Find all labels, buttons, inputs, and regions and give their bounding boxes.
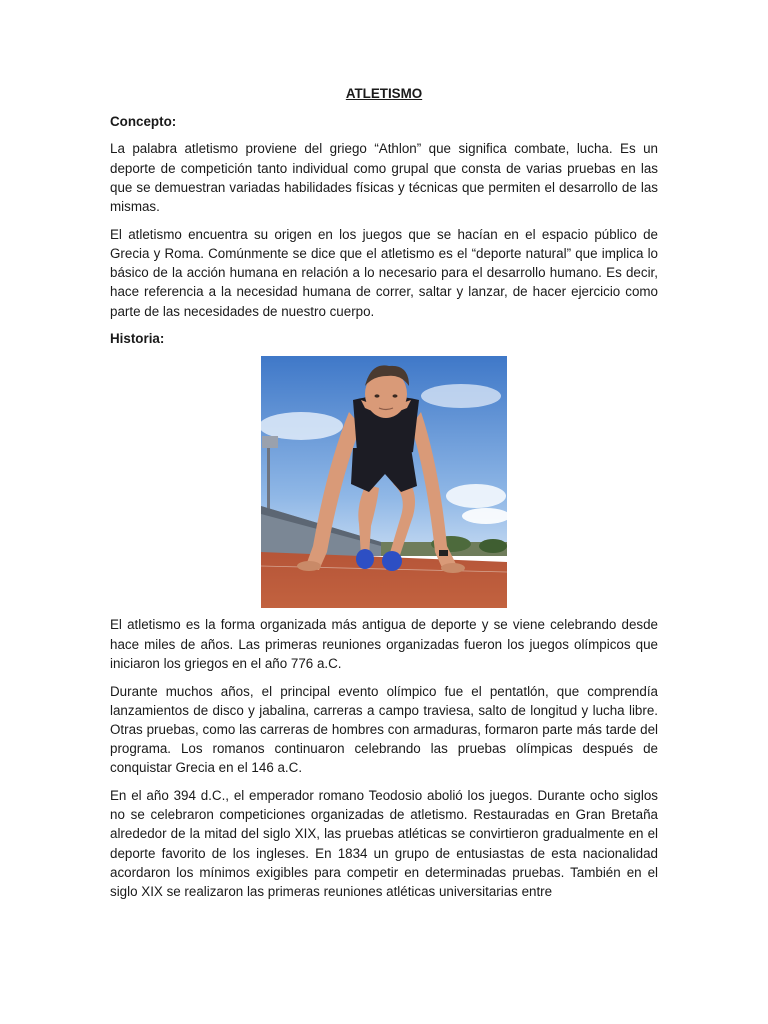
section-heading-historia: Historia:: [110, 331, 165, 347]
paragraph-historia-2: Durante muchos años, el principal evento olímpico fue el pentatlón, que comprendía lanzamientos de disco y jabalina, carreras a campo traviesa, salto de longitud y lucha libre. Otras pruebas, como las carreras de hombres con armaduras, formaron parte más tarde del programa. Los romanos continuaron celebrando las pruebas olímpicas después de conquistar Grecia en el 146 a.C.: [110, 683, 658, 776]
document-content: [110, 84, 658, 910]
figure: [110, 356, 658, 608]
paragraph-concepto-1: La palabra atletismo proviene del griego “Athlon” que significa combate, lucha. Es un deporte de competición tanto individual como grupal que consta de varias pruebas en las que se demuestran variadas habilidades físicas y técnicas que permiten el desarrollo de las mismas.: [110, 141, 658, 215]
paragraph-historia-1: El atletismo es la forma organizada más antigua de deporte y se viene celebrando desde hace miles de años. Las primeras reuniones organizadas fueron los juegos olímpicos que iniciaron los griegos en el año 776 a.C.: [110, 617, 658, 671]
section-heading-concepto: Concepto:: [110, 114, 177, 130]
page-title: ATLETISMO: [345, 86, 423, 101]
paragraph-concepto-2: El atletismo encuentra su origen en los juegos que se hacían en el espacio público de Grecia y Roma. Comúnmente se dice que el atletismo es el “deporte natural” que implica lo básico de la acción humana en relación a lo necesario para el desarrollo humano. Es decir, hace referencia a la necesidad humana de correr, saltar y lanzar, de hacer ejercicio como parte de las necesidades de nuestro cuerpo.: [110, 226, 658, 319]
athlete-photo: [261, 356, 507, 608]
paragraph-historia-3: En el año 394 d.C., el emperador romano Teodosio abolió los juegos. Durante ocho siglos no se celebraron competiciones organizadas de atletismo. Restauradas en Gran Bretaña alrededor de la mitad del siglo XIX, las pruebas atléticas se convirtieron gradualmente en el deporte favorito de los ingleses. En 1834 un grupo de entusiastas de esta nacionalidad acordaron los mínimos exigibles para competir en determinadas pruebas. También en el siglo XIX se realizaron las primeras reuniones atléticas universitarias entre: [110, 788, 658, 900]
